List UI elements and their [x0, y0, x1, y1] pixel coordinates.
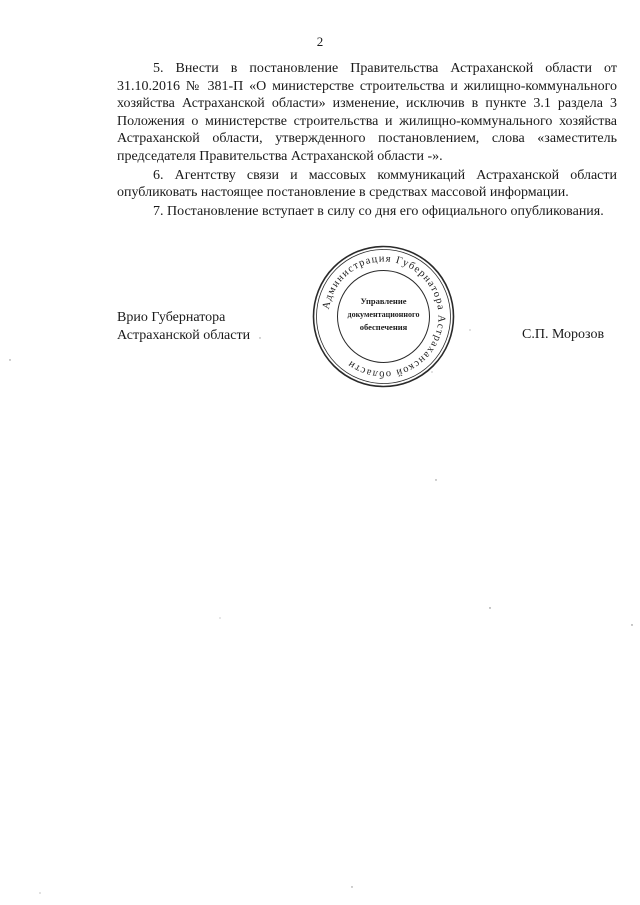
signatory-position-line2: Астраханской области — [117, 327, 251, 343]
seal-center-line1: Управление — [360, 296, 407, 306]
seal-graphic — [311, 244, 456, 389]
document-body — [117, 60, 617, 221]
page-number: 2 — [316, 34, 324, 49]
official-seal — [311, 244, 456, 389]
paragraph-7: 7. Постановление вступает в силу со дня его официального опубликования. — [153, 203, 604, 219]
seal-center-line2: документационного — [347, 310, 420, 319]
signatory-name: С.П. Морозов — [522, 327, 605, 342]
signatory-position — [117, 309, 250, 344]
seal-center-line3: обеспечения — [359, 322, 408, 332]
paragraph-5: 5. Внести в постановление Правительства Астраханской области от 31.10.2016 № 381-П «О министерстве строительства и жилищно-коммунального хозяйства Астраханской области» изменение, исключив в пункте 3.1 раздела 3 Положения о министерстве строительства и жилищно-коммунального хозяйства Астраханской области, утвержденного постановлением, слова «заместитель председателя Правительства Астраханской области -». — [117, 61, 617, 164]
signatory-position-line1: Врио Губернатора — [117, 310, 226, 325]
paragraph-6: 6. Агентству связи и массовых коммуникаций Астраханской области опубликовать настоящее постановление в средствах массовой информации. — [117, 167, 617, 201]
seal-ring-text: Администрация Губернатора Астраханской области — [320, 253, 447, 380]
